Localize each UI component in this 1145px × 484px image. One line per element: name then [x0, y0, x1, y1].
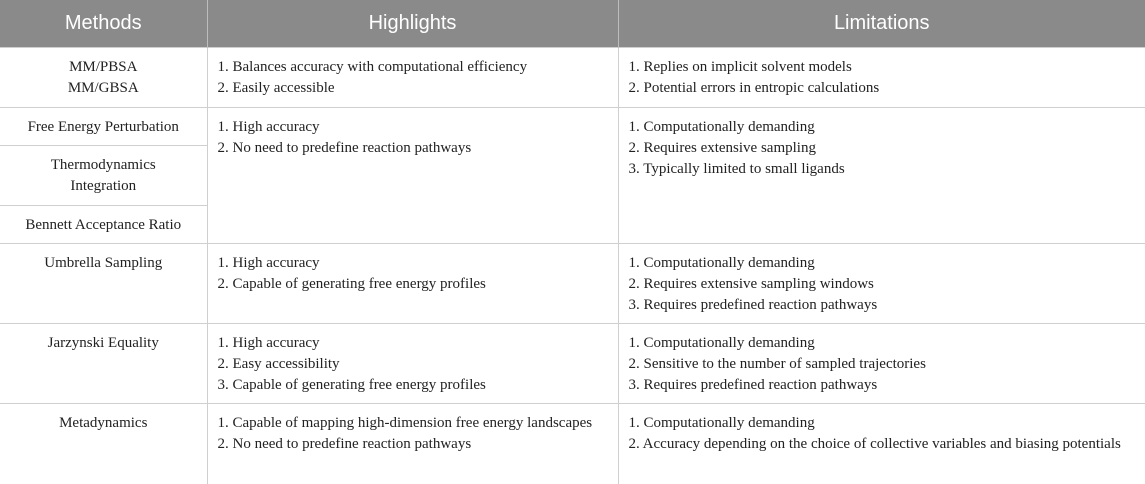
highlights-cell	[207, 244, 618, 324]
limitations-cell	[618, 324, 1145, 404]
highlight-item: 2. Capable of generating free energy profiles	[217, 276, 486, 292]
limitation-item: 2. Requires extensive sampling windows	[628, 276, 874, 292]
header-limitations: Limitations	[618, 0, 1145, 48]
limitation-item: 1. Computationally demanding	[628, 415, 815, 431]
highlights-cell	[207, 324, 618, 404]
limitation-item: 1. Computationally demanding	[628, 335, 815, 351]
highlight-item: 2. No need to predefine reaction pathways	[217, 140, 472, 156]
highlight-item: 2. Easily accessible	[217, 80, 335, 96]
limitation-item: 3. Requires predefined reaction pathways	[628, 297, 878, 313]
table-row	[0, 48, 1145, 108]
highlights-cell	[207, 404, 618, 484]
table-row	[0, 244, 1145, 324]
header-methods: Methods	[0, 0, 207, 48]
method-cell	[0, 146, 207, 206]
limitation-item: 2. Requires extensive sampling	[628, 140, 816, 156]
highlight-item: 3. Capable of generating free energy profiles	[217, 377, 486, 393]
limitation-item: 2. Sensitive to the number of sampled trajectories	[628, 356, 926, 372]
highlight-item: 2. Easy accessibility	[217, 356, 340, 372]
highlight-item: 1. High accuracy	[217, 255, 320, 271]
highlight-item: 1. High accuracy	[217, 119, 320, 135]
method-name: Integration	[70, 178, 137, 194]
limitations-cell	[618, 244, 1145, 324]
method-cell	[0, 244, 207, 324]
method-name: Thermodynamics	[50, 157, 156, 173]
table-row	[0, 404, 1145, 484]
header-row	[0, 0, 1145, 48]
method-name: MM/GBSA	[67, 80, 139, 96]
limitation-item: 3. Requires predefined reaction pathways	[628, 377, 878, 393]
limitation-item: 3. Typically limited to small ligands	[628, 161, 845, 177]
highlight-item: 1. High accuracy	[217, 335, 320, 351]
method-name: Bennett Acceptance Ratio	[25, 217, 182, 233]
highlights-cell	[207, 108, 618, 244]
header-highlights: Highlights	[207, 0, 618, 48]
highlight-item: 2. No need to predefine reaction pathways	[217, 436, 472, 452]
method-name: MM/PBSA	[69, 59, 138, 75]
table-row	[0, 108, 1145, 146]
limitation-item: 1. Replies on implicit solvent models	[628, 59, 852, 75]
highlight-item: 1. Capable of mapping high-dimension free energy landscapes	[217, 415, 593, 431]
method-cell	[0, 108, 207, 146]
method-name: Umbrella Sampling	[44, 255, 163, 271]
limitation-item: 1. Computationally demanding	[628, 119, 815, 135]
table-row	[0, 324, 1145, 404]
limitations-cell	[618, 48, 1145, 108]
limitation-item: 2. Accuracy depending on the choice of collective variables and biasing potentials	[628, 436, 1121, 452]
limitations-cell	[618, 404, 1145, 484]
method-cell	[0, 324, 207, 404]
method-name: Metadynamics	[59, 415, 148, 431]
limitation-item: 2. Potential errors in entropic calculations	[628, 80, 880, 96]
limitation-item: 1. Computationally demanding	[628, 255, 815, 271]
highlights-cell	[207, 48, 618, 108]
highlight-item: 1. Balances accuracy with computational efficiency	[217, 59, 528, 75]
method-cell	[0, 404, 207, 484]
method-name: Jarzynski Equality	[47, 335, 159, 351]
method-cell	[0, 206, 207, 244]
method-name: Free Energy Perturbation	[27, 119, 179, 135]
limitations-cell	[618, 108, 1145, 244]
method-cell	[0, 48, 207, 108]
